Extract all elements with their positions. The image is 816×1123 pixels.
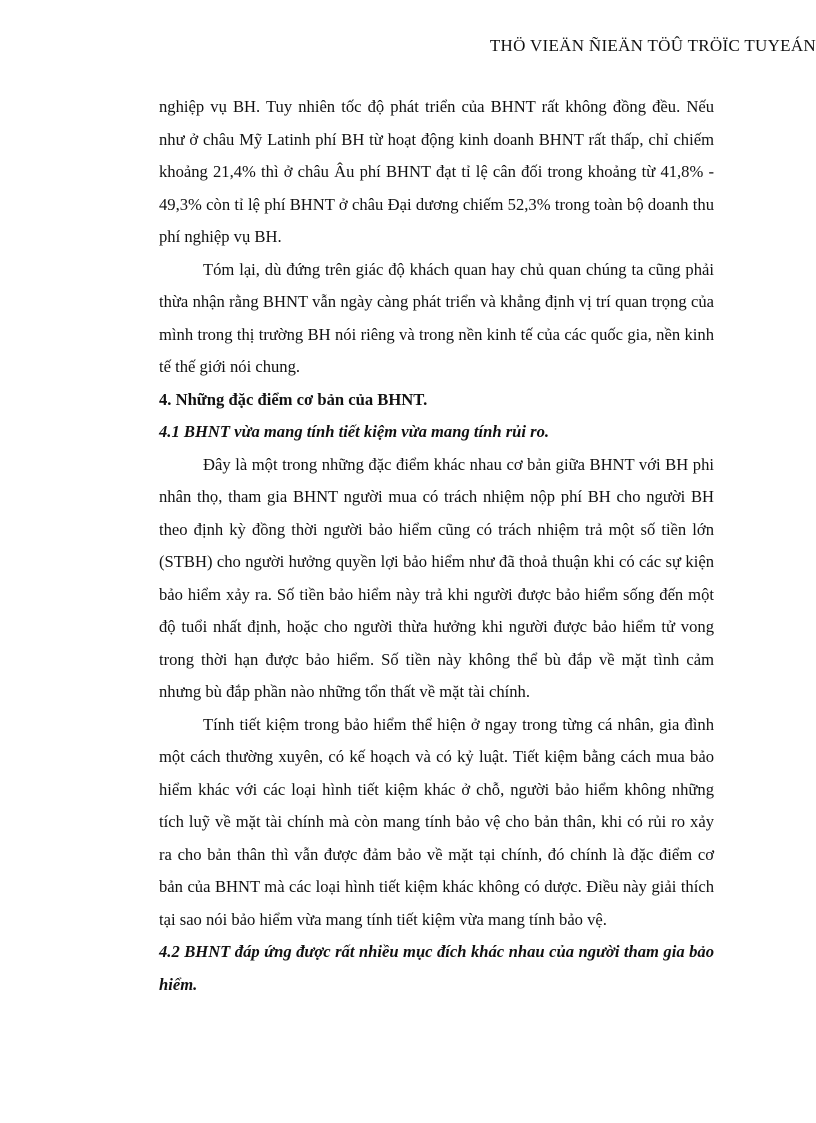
paragraph-continuation: nghiệp vụ BH. Tuy nhiên tốc độ phát triển của BHNT rất không đồng đều. Nếu như ở châu Mỹ Latinh phí BH từ hoạt động kinh doanh BHNT rất thấp, chỉ chiếm khoảng 21,4% thì ở châu Âu phí BHNT đạt tỉ lệ cân đối trong khoảng từ 41,8% - 49,3% còn tỉ lệ phí BHNT ở châu Đại dương chiếm 52,3% trong toàn bộ doanh thu phí nghiệp vụ BH. — [159, 97, 714, 246]
paragraph-savings: Tính tiết kiệm trong bảo hiểm thể hiện ở ngay trong từng cá nhân, gia đình một cách thường xuyên, có kế hoạch và có kỷ luật. Tiết kiệm bằng cách mua bảo hiểm khác với các loại hình tiết kiệm khác ở chỗ, người bảo hiểm không những tích luỹ về mặt tài chính mà còn mang tính bảo vệ cho bản thân, khi có rủi ro xảy ra cho bản thân thì vẫn được đảm bảo về mặt tại chính, đó chính là đặc điểm cơ bản của BHNT mà các loại hình tiết kiệm khác không có dược. Điều này giải thích tại sao nói bảo hiểm vừa mang tính tiết kiệm vừa mang tính bảo vệ. — [159, 714, 714, 929]
paragraph-summary: Tóm lại, dù đứng trên giác độ khách quan hay chủ quan chúng ta cũng phải thừa nhận rằng BHNT vẫn ngày càng phát triển và khẳng định vị trí quan trọng của mình trong thị trường BH nói riêng và trong nền kinh tế của các quốc gia, nền kinh tế thế giới nói chung. — [159, 259, 714, 376]
paragraph-risk-savings: Đây là một trong những đặc điểm khác nhau cơ bản giữa BHNT với BH phi nhân thọ, tham gia BHNT người mua có trách nhiệm nộp phí BH cho người BH theo định kỳ đồng thời người bảo hiểm cũng có trách nhiệm trả một số tiền lớn (STBH) cho người hưởng quyền lợi bảo hiểm như đã thoả thuận khi có các sự kiện bảo hiểm xảy ra. Số tiền bảo hiểm này trả khi người được bảo hiểm sống đến một độ tuổi nhất định, hoặc cho người thừa hưởng khi người được bảo hiểm tử vong trong thời hạn được bảo hiểm. Số tiền này không thể bù đắp về mặt tình cảm nhưng bù đắp phần nào những tổn thất về mặt tài chính. — [159, 454, 714, 701]
document-body — [159, 91, 714, 1001]
subsection-heading-4-2: 4.2 BHNT đáp ứng được rất nhiều mục đích khác nhau của người tham gia bảo hiểm. — [159, 942, 714, 994]
section-heading-4: 4. Những đặc điểm cơ bản của BHNT. — [159, 389, 428, 409]
page-header: THÖ VIEÄN ÑIEÄN TÖÛ TRÖÏC TUYEÁN — [489, 36, 816, 55]
subsection-heading-4-1: 4.1 BHNT vừa mang tính tiết kiệm vừa mang tính rủi ro. — [159, 422, 550, 441]
